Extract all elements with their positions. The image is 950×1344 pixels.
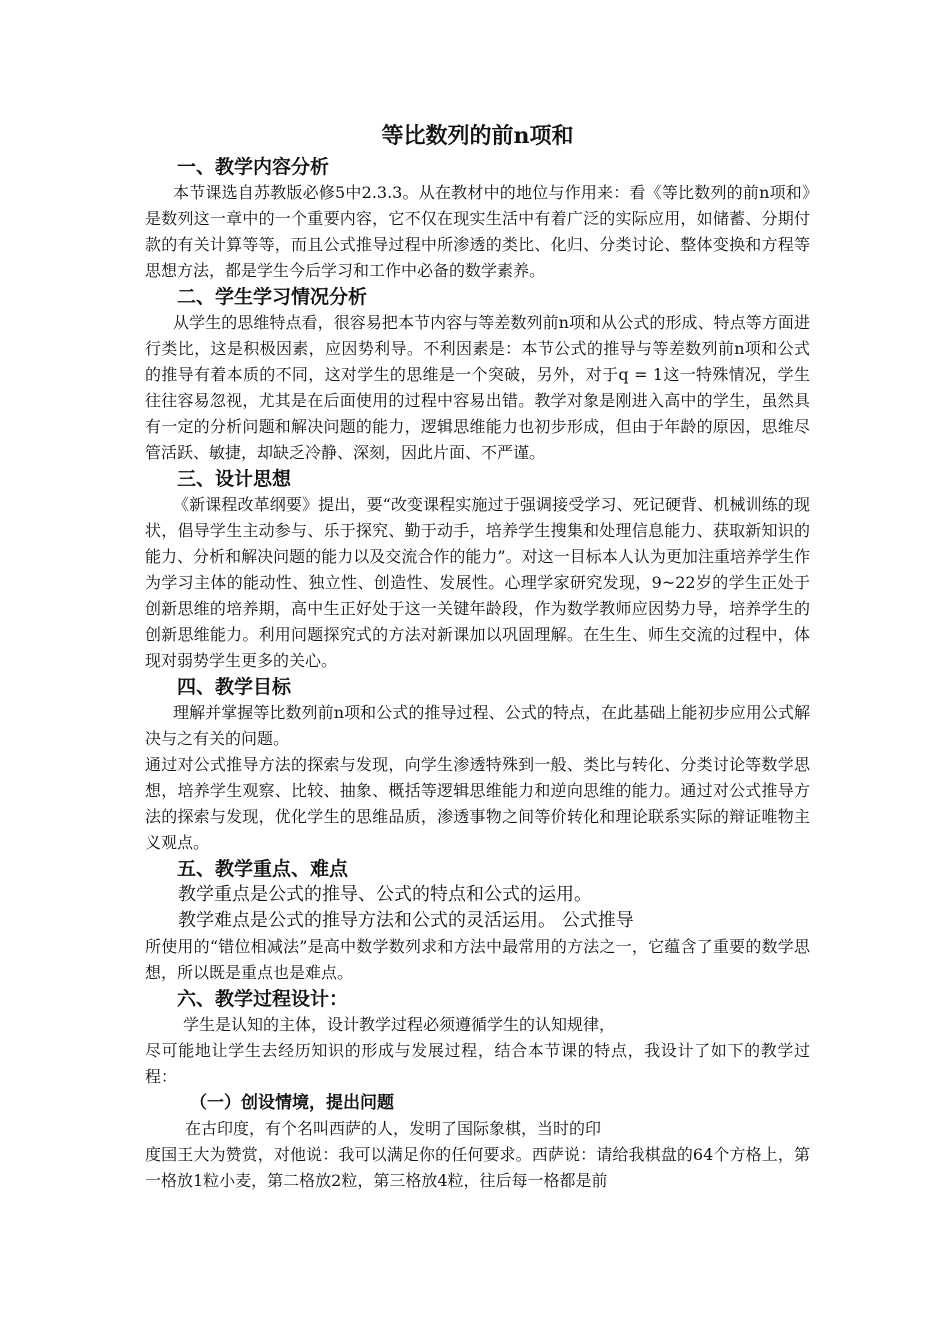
section-heading-process-design: 六、教学过程设计：: [177, 988, 349, 1010]
subsection-heading-scenario: （一）创设情境，提出问题: [190, 1093, 394, 1113]
section-heading-design-idea: 三、设计思想: [177, 468, 292, 490]
paragraph: 理解并掌握等比数列前n项和公式的推导过程、公式的特点，在此基础上能初步应用公式解决与之有关的问题。: [145, 703, 810, 748]
paragraph: 尽可能地让学生去经历知识的形成与发展过程，结合本节课的特点，我设计了如下的教学过程：: [145, 1041, 810, 1086]
paragraph: 《新课程改革纲要》提出，要“改变课程实施过于强调接受学习、死记硬背、机械训练的现状，倡导学生主动参与、乐于探究、勤于动手，培养学生搜集和处理信息能力、获取新知识的能力、分析和解决问题的能力以及交流合作的能力”。对这一目标本人认为更加注重培养学生作为学习主体的能动性、独立性、创造性、发展性。心理学家研究发现，9~22岁的学生正处于创新思维的培养期，高中生正好处于这一关键年龄段，作为数学教师应因势力导，培养学生的创新思维能力。利用问题探究式的方法对新课加以巩固理解。在生生、师生交流的过程中，体现对弱势学生更多的关心。: [145, 495, 810, 670]
document-title: 等比数列的前n项和: [381, 123, 574, 149]
document-page: [145, 118, 810, 1194]
section-heading-content-analysis: 一、教学内容分析: [177, 156, 330, 178]
paragraph: 教学重点是公式的推导、公式的特点和公式的运用。: [178, 884, 592, 905]
paragraph: 所使用的“错位相减法”是高中数学数列求和方法中最常用的方法之一，它蕴含了重要的数学思想，所以既是重点也是难点。: [145, 937, 810, 982]
paragraph: 度国王大为赞赏，对他说：我可以满足你的任何要求。西萨说：请给我棋盘的64个方格上，第一格放1粒小麦，第二格放2粒，第三格放4粒，往后每一格都是前: [145, 1145, 810, 1190]
paragraph: 从学生的思维特点看，很容易把本节内容与等差数列前n项和从公式的形成、特点等方面进行类比，这是积极因素，应因势利导。不利因素是：本节公式的推导与等差数列前n项和公式的推导有着本质的不同，这对学生的思维是一个突破，另外，对于q = 1这一特殊情况，学生往往容易忽视，尤其是在后面使用的过程中容易出错。教学对象是刚进入高中的学生，虽然具有一定的分析问题和解决问题的能力，逻辑思维能力也初步形成，但由于年龄的原因，思维尽管活跃、敏捷，却缺乏冷静、深刻，因此片面、不严谨。: [145, 313, 810, 462]
paragraph: 教学难点是公式的推导方法和公式的灵活运用。 公式推导: [178, 910, 634, 931]
section-heading-teaching-goals: 四、教学目标: [177, 676, 292, 698]
paragraph: 学生是认知的主体，设计教学过程必须遵循学生的认知规律，: [183, 1015, 616, 1034]
paragraph: 通过对公式推导方法的探索与发现，向学生渗透特殊到一般、类比与转化、分类讨论等数学思想，培养学生观察、比较、抽象、概括等逻辑思维能力和逆向思维的能力。通过对公式推导方法的探索与发现，优化学生的思维品质，渗透事物之间等价转化和理论联系实际的辩证唯物主义观点。: [145, 755, 810, 852]
paragraph: 在古印度，有个名叫西萨的人，发明了国际象棋，当时的印: [185, 1119, 602, 1138]
paragraph: 本节课选自苏教版必修5中2.3.3。从在教材中的地位与作用来：看《等比数列的前n项和》是数列这一章中的一个重要内容，它不仅在现实生活中有着广泛的实际应用，如储蓄、分期付款的有关计算等等，而且公式推导过程中所渗透的类比、化归、分类讨论、整体变换和方程等思想方法，都是学生今后学习和工作中必备的数学素养。: [145, 183, 810, 280]
section-heading-student-analysis: 二、学生学习情况分析: [177, 286, 368, 308]
section-heading-key-points: 五、教学重点、难点: [177, 858, 349, 880]
